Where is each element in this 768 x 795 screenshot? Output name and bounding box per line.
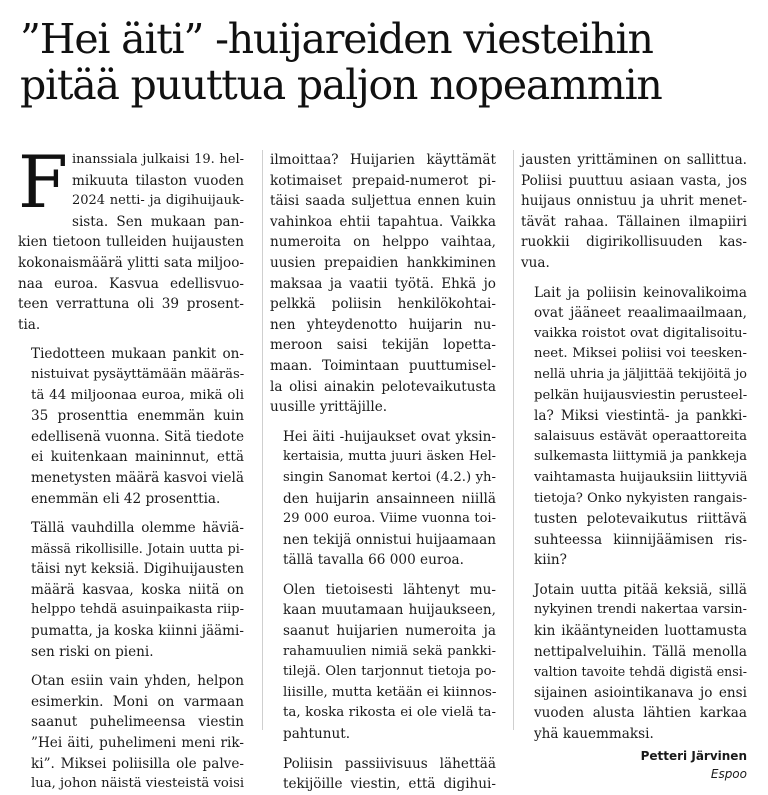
text-line: kiin? [534, 552, 567, 569]
text-line: pelkkä poliisin henkilökohtai- [270, 296, 496, 313]
article-column-3 [521, 150, 747, 783]
text-line: la? Miksi viestintä- ja pankki- [534, 408, 747, 425]
paragraph [270, 580, 496, 745]
text-line: vuoden alusta lähtien karkaa [534, 705, 747, 722]
text-line: vua. [521, 254, 550, 271]
text-line: kokonaismäärä ylitti sata miljoo- [18, 254, 244, 271]
paragraph [270, 427, 496, 571]
text-line: täisi saada suljettua ennen kuin [270, 193, 496, 210]
text-line: Jotain uutta pitää keksiä, sillä [534, 581, 747, 598]
text-line: nen tekijä onnistui huijaamaan [283, 531, 496, 548]
text-line: jausten yrittäminen on sallittua. [521, 152, 747, 168]
headline-line-1: ”Hei äiti” -huijareiden viesteihin [20, 15, 653, 63]
paragraph [521, 150, 747, 274]
text-line: sen riski on pieni. [31, 643, 154, 660]
text-line: kotimaiset prepaid-numerot pi- [270, 172, 496, 189]
text-line: neet. Miksei poliisi voi teesken- [534, 346, 747, 362]
text-line: nellä uhria ja jäljittää tekijöitä jo [534, 366, 747, 382]
text-line: sista. Sen mukaan pan- [71, 213, 244, 230]
text-line: Otan esiin vain yhden, helpon [31, 673, 244, 690]
text-line: Hei äiti -huijaukset ovat yksin- [283, 428, 496, 445]
text-line: kertaisia, mutta juuri äsken Hel- [283, 449, 496, 465]
text-line: vaihtamasta huijauksiin liittyviä [534, 469, 748, 485]
text-line: tekijöille viestin, että digihui- [283, 776, 496, 793]
headline-line-2: pitää puuttua paljon nopeammin [20, 61, 662, 109]
text-line: den huijarin ansainneen niillä [283, 490, 496, 507]
text-line: naa euroa. Kasvua edellisvuo- [18, 275, 244, 292]
text-line: vaikka roistot ovat digitalisoitu- [534, 325, 747, 341]
text-line: ta, koska rikosta ei ole vielä ta- [283, 705, 496, 721]
text-line: singin Sanomat kertoi (4.2.) yh- [283, 469, 496, 485]
article-column-1 [18, 140, 245, 795]
paragraph [18, 518, 244, 662]
text-line: Tällä vauhdilla olemme häviä- [31, 520, 244, 537]
text-line: 35 prosenttia enemmän kuin [31, 408, 244, 425]
text-line: ”Hei äiti, puhelimeni meni rik- [31, 735, 244, 752]
article-column-2 [270, 150, 496, 795]
text-line: tävät rahaa. Tällainen ilmapiiri [521, 213, 747, 230]
text-line: nen yhteydenotto huijarin nu- [270, 316, 496, 333]
text-line: maksaa ja vaatii työtä. Ehkä jo [270, 275, 496, 292]
text-line: ei kuitenkaan maininnut, että [31, 449, 244, 466]
text-line: Tiedotteen mukaan pankit on- [31, 346, 244, 363]
text-line: salaisuus estävät operaattoreita [534, 428, 747, 444]
text-line: sulkemasta liittymiä ja pankkeja [534, 449, 747, 465]
text-line: valtion tavoite tehdä digistä ensi- [534, 664, 747, 680]
text-line: nettipalveluihin. Tällä menolla [534, 643, 747, 660]
text-line: pelkän huijausviestin perusteel- [534, 387, 748, 403]
text-line: täisi nyt keksiä. Digihuijausten [31, 561, 244, 578]
paragraph [521, 580, 747, 745]
text-line: pahtunut. [283, 726, 351, 743]
text-line: ilmoittaa? Huijarien käyttämät [270, 152, 496, 168]
text-line: Poliisin passiivisuus lähettää [283, 755, 496, 772]
text-line: enemmän eli 42 prosenttia. [31, 490, 221, 507]
text-line: inanssiala julkaisi 19. hel- [71, 152, 244, 167]
text-line: sijainen asiointikanava jo ensi [534, 684, 747, 701]
text-line: ki”. Miksei poliisilla ole palve- [31, 755, 244, 772]
text-line: ovat jääneet reaalimaailmaan, [534, 305, 747, 322]
text-line: kaan muutamaan huijaukseen, [283, 602, 496, 619]
text-line: saanut huijarien numeroita ja [283, 623, 496, 640]
text-line: helppo tehdä asuinpaikasta riip- [31, 602, 244, 618]
text-line: rahamuulien nimiä sekä pankki- [283, 643, 496, 659]
text-line: huijaus onnistuu ja uhrit menet- [521, 193, 747, 210]
column-divider [262, 150, 263, 730]
text-line: menetysten määrä kasvoi vielä [31, 469, 244, 486]
text-line: suhteessa kiinnijäämisen ris- [534, 531, 747, 548]
drop-cap: F [18, 140, 68, 224]
paragraph [18, 140, 244, 335]
text-line: tä 44 miljoonaa euroa, mikä oli [31, 387, 244, 403]
text-line: nistuivat pysäyttämään määräs- [31, 366, 245, 382]
text-line: numeroita on helppo vaihtaa, [270, 234, 496, 251]
text-line: uusille yrittäjille. [270, 399, 388, 416]
text-line: la olisi ainakin pelotevaikutusta [270, 378, 496, 395]
text-line: yhä kauemmaksi. [534, 726, 654, 743]
text-line: kien tietoon tulleiden huijausten [18, 234, 244, 251]
author-name: Petteri Järvinen [640, 748, 747, 763]
text-line: kin ikääntyneiden luottamusta [534, 623, 747, 640]
text-line: määrä kasvaa, koska niitä on [31, 581, 244, 598]
text-line: mikuuta tilaston vuoden [71, 172, 244, 189]
text-line: maan. Toimintaan puuttumisel- [270, 357, 496, 374]
author-location: Espoo [710, 766, 747, 781]
text-line: edellisenä vuonna. Sitä tiedote [31, 428, 244, 445]
text-line: tietoja? Onko nykyisten rangais- [534, 490, 747, 506]
text-line: 2024 netti- ja digihuijauk- [71, 193, 244, 209]
text-line: 29 000 euroa. Viime vuonna toi- [283, 511, 496, 527]
text-line: uusien prepaidien hankkiminen [270, 254, 496, 271]
text-line: tällä tavalla 66 000 euroa. [283, 552, 464, 569]
text-line: ruokkii digirikollisuuden kas- [521, 234, 747, 251]
paragraph [270, 150, 496, 418]
text-line: tia. [18, 316, 41, 333]
text-line: pumatta, ja koska kiinni jäämi- [31, 623, 244, 640]
text-line: Lait ja poliisin keinovalikoima [534, 284, 747, 301]
headline [20, 16, 760, 108]
paragraph [18, 671, 244, 795]
text-line: vahinkoa ehtii tapahtua. Vaikka [270, 213, 496, 230]
text-line: esimerkin. Moni on varmaan [31, 693, 244, 710]
column-divider [513, 150, 514, 730]
text-line: meroon saisi tekijän lopetta- [270, 337, 496, 354]
text-line: tilejä. Olen tarjonnut tietoja po- [283, 664, 496, 680]
text-line: tusten pelotevaikutus riittävä [534, 511, 747, 528]
text-line: nykyinen trendi nakertaa varsin- [534, 602, 747, 618]
text-line: liisille, mutta ketään ei kiinnos- [283, 684, 497, 700]
text-line: Olen tietoisesti lähtenyt mu- [283, 581, 496, 598]
text-line: mässä rikollisille. Jotain uutta pi- [31, 540, 244, 556]
text-line: saanut puhelimeensa viestin [31, 714, 244, 731]
paragraph [18, 344, 244, 509]
text-line: lua, johon näistä viesteistä voisi [31, 776, 245, 792]
paragraph [521, 283, 747, 571]
text-line: teen verrattuna oli 39 prosent- [18, 296, 244, 313]
text-line: Poliisi puuttuu asiaan vasta, jos [521, 172, 747, 189]
paragraph [270, 754, 496, 795]
